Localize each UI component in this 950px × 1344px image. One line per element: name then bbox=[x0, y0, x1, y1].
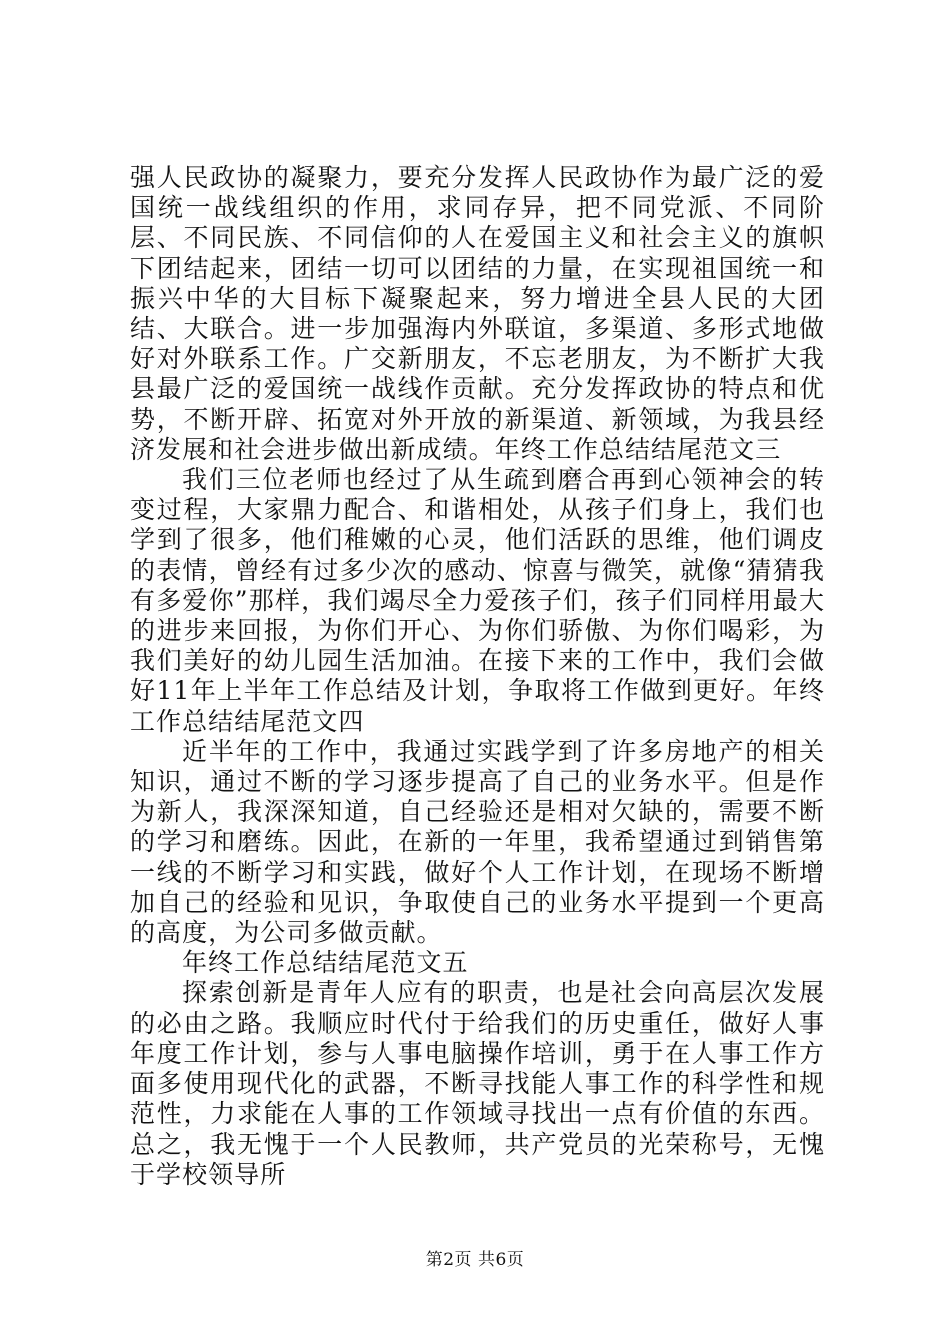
paragraph-2: 我们三位老师也经过了从生疏到磨合再到心领神会的转变过程，大家鼎力配合、和谐相处，从孩子们身上，我们也学到了很多，他们稚嫩的心灵，他们活跃的思维，他们调皮的表情，曾经有过多少次的感动、惊喜与微笑，就像“猜猜我有多爱你”那样，我们竭尽全力爱孩子们，孩子们同样用最大的进步来回报，为你们开心、为你们骄傲、为你们喝彩，为我们美好的幼儿园生活加油。在接下来的工作中，我们会做好11年上半年工作总结及计划，争取将工作做到更好。年终工作总结结尾范文四 bbox=[130, 465, 825, 736]
section-heading: 年终工作总结结尾范文五 bbox=[182, 948, 469, 978]
paragraph-1: 强人民政协的凝聚力，要充分发挥人民政协作为最广泛的爱国统一战线组织的作用，求同存异，把不同党派、不同阶层、不同民族、不同信仰的人在爱国主义和社会主义的旗帜下团结起来，团结一切可以团结的力量，在实现祖国统一和振兴中华的大目标下凝聚起来，努力增进全县人民的大团结、大联合。进一步加强海内外联谊，多渠道、多形式地做好对外联系工作。广交新朋友，不忘老朋友，为不断扩大我县最广泛的爱国统一战线作贡献。充分发挥政协的特点和优势，不断开辟、拓宽对外开放的新渠道、新领域，为我县经济发展和社会进步做出新成绩。年终工作总结结尾范文三 bbox=[130, 163, 825, 464]
paragraph-3: 近半年的工作中，我通过实践学到了许多房地产的相关知识，通过不断的学习逐步提高了自己的业务水平。但是作为新人，我深深知道，自己经验还是相对欠缺的，需要不断的学习和磨练。因此，在新的一年里，我希望通过到销售第一线的不断学习和实践，做好个人工作计划，在现场不断增加自己的经验和见识，争取使自己的业务水平提到一个更高的高度，为公司多做贡献。 bbox=[130, 736, 825, 948]
page-number-footer: 第2页 共6页 bbox=[425, 1250, 525, 1270]
paragraph-5: 探索创新是青年人应有的职责，也是社会向高层次发展的必由之路。我顺应时代付于给我们的历史重任，做好人事年度工作计划，参与人事电脑操作培训，勇于在人事工作方面多使用现代化的武器，不断寻找能人事工作的科学性和规范性，力求能在人事的工作领域寻找出一点有价值的东西。总之，我无愧于一个人民教师，共产党员的光荣称号，无愧于学校领导所 bbox=[130, 978, 825, 1189]
document-body bbox=[130, 163, 825, 1190]
